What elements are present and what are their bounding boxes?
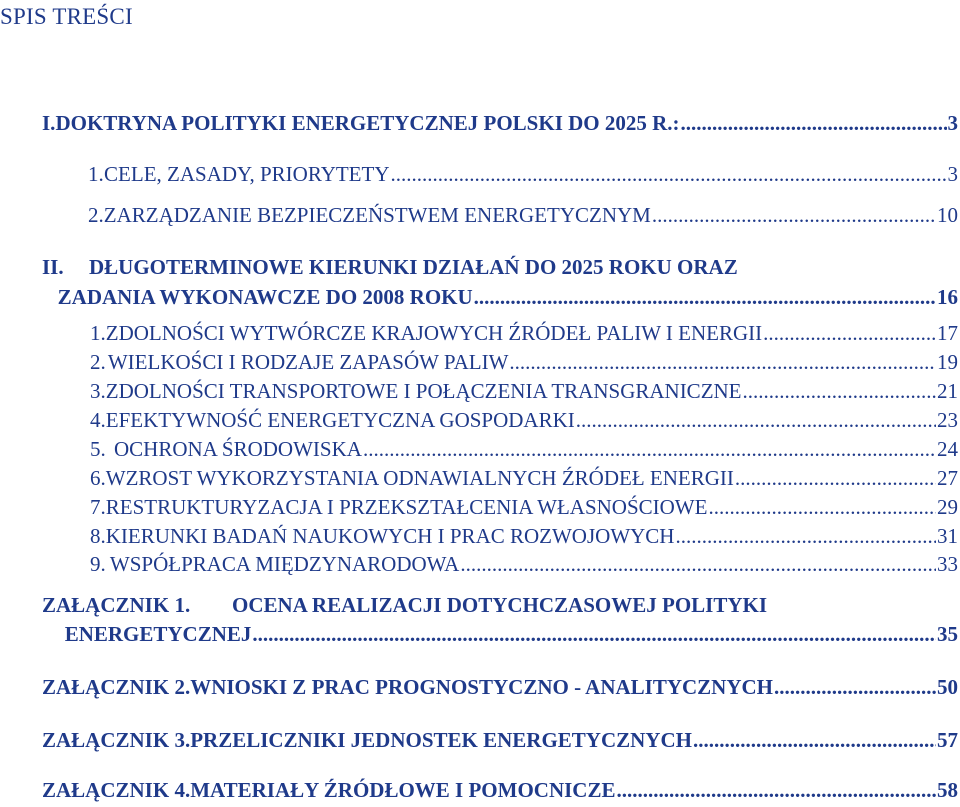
dot-leader [391,162,947,187]
toc-number: 8. [90,524,106,548]
toc-label: ZADANIA WYKONAWCZE DO 2008 ROKU [57,285,473,309]
appendix-number: ZAŁĄCZNIK 3. [42,728,191,752]
toc-page: 17 [937,321,958,345]
toc-number: 2. [88,203,104,227]
toc-entry-line1[interactable] [0,255,958,280]
toc-entry[interactable] [0,524,958,549]
dot-leader [509,350,936,375]
appendix-page: 58 [937,778,958,802]
dot-leader [363,437,936,462]
toc-number: 2. [90,350,106,374]
dot-leader [252,622,936,647]
toc-page: 3 [947,162,958,186]
toc-label: CELE, ZASADY, PRIORYTETY [104,162,390,186]
appendix-entry-line1[interactable] [0,593,958,618]
toc-number: 9. [90,552,106,576]
toc-page: 10 [937,203,958,227]
toc-entry[interactable] [0,495,958,520]
dot-leader [675,524,936,549]
toc-number: 1. [90,321,106,345]
appendix-label: ENERGETYCZNEJ [64,622,252,646]
dot-leader [652,203,936,228]
toc-entry[interactable] [0,552,958,577]
dot-leader [735,466,936,491]
toc-label: DOKTRYNA POLITYKI ENERGETYCZNEJ POLSKI DO 2025 R.: [55,111,680,135]
appendix-entry[interactable] [0,675,958,700]
toc-entry[interactable] [0,466,958,491]
toc-label: ZDOLNOŚCI WYTWÓRCZE KRAJOWYCH ŹRÓDEŁ PALIW I ENERGII [105,321,763,345]
document-title: SPIS TREŚCI [0,4,133,29]
dot-leader [681,111,947,136]
toc-label: EFEKTYWNOŚĆ ENERGETYCZNA GOSPODARKI [105,408,575,432]
appendix-label: WNIOSKI Z PRAC PROGNOSTYCZNO - ANALITYCZNYCH [190,675,774,699]
toc-entry[interactable] [0,350,958,375]
toc-number: 6. [90,466,106,490]
toc-number: 5. [90,437,106,461]
dot-leader [708,495,936,520]
toc-entry[interactable] [0,111,958,136]
toc-entry[interactable] [0,408,958,433]
toc-label: WZROST WYKORZYSTANIA ODNAWIALNYCH ŹRÓDEŁ ENERGII [105,466,734,490]
appendix-number: ZAŁĄCZNIK 1. [42,593,191,617]
toc-page: 27 [937,466,958,490]
appendix-label: PRZELICZNIKI JEDNOSTEK ENERGETYCZNYCH [190,728,692,752]
toc-number: 1. [88,162,104,186]
appendix-entry[interactable] [0,728,958,753]
toc-page: 16 [937,285,958,309]
toc-page: 29 [937,495,958,519]
toc-label: WIELKOŚCI I RODZAJE ZAPASÓW PALIW [107,350,509,374]
toc-page: 19 [937,350,958,374]
dot-leader [474,285,936,310]
toc-entry[interactable] [0,437,958,462]
toc-entry[interactable] [0,285,958,310]
dot-leader [460,552,936,577]
toc-entry[interactable] [0,203,958,228]
appendix-entry[interactable] [0,622,958,647]
toc-label: OCHRONA ŚRODOWISKA [113,437,362,461]
toc-number: 4. [90,408,106,432]
toc-entry[interactable] [0,162,958,187]
toc-label: WSPÓŁPRACA MIĘDZYNARODOWA [109,552,460,576]
appendix-number: ZAŁĄCZNIK 4. [42,778,191,802]
dot-leader [743,379,936,404]
dot-leader [693,728,936,753]
appendix-number: ZAŁĄCZNIK 2. [42,675,191,699]
toc-number: 7. [90,495,106,519]
dot-leader [616,778,936,803]
toc-page: 3 [947,111,958,135]
dot-leader [774,675,936,700]
toc-entry[interactable] [0,379,958,404]
appendix-label: MATERIAŁY ŹRÓDŁOWE I POMOCNICZE [190,778,616,802]
toc-page: 23 [937,408,958,432]
toc-entry[interactable] [0,321,958,346]
appendix-label-line1: OCENA REALIZACJI DOTYCHCZASOWEJ POLITYKI [232,593,768,617]
toc-number: II. [42,255,64,279]
appendix-page: 35 [937,622,958,646]
dot-leader [763,321,936,346]
toc-label: KIERUNKI BADAŃ NAUKOWYCH I PRAC ROZWOJOWYCH [105,524,675,548]
toc-page: 24 [937,437,958,461]
toc-page: 21 [937,379,958,403]
toc-label: ZDOLNOŚCI TRANSPORTOWE I POŁĄCZENIA TRANSGRANICZNE [105,379,742,403]
toc-label: RESTRUKTURYZACJA I PRZEKSZTAŁCENIA WŁASNOŚCIOWE [105,495,708,519]
toc-page: 31 [937,524,958,548]
toc-number: 3. [90,379,106,403]
appendix-page: 57 [937,728,958,752]
dot-leader [576,408,936,433]
appendix-page: 50 [937,675,958,699]
toc-page: 33 [937,552,958,576]
toc-label: ZARZĄDZANIE BEZPIECZEŃSTWEM ENERGETYCZNYM [103,203,651,227]
toc-label-line1: DŁUGOTERMINOWE KIERUNKI DZIAŁAŃ DO 2025 ROKU ORAZ [89,255,738,279]
toc-number: I. [42,111,56,135]
appendix-entry[interactable] [0,778,958,803]
